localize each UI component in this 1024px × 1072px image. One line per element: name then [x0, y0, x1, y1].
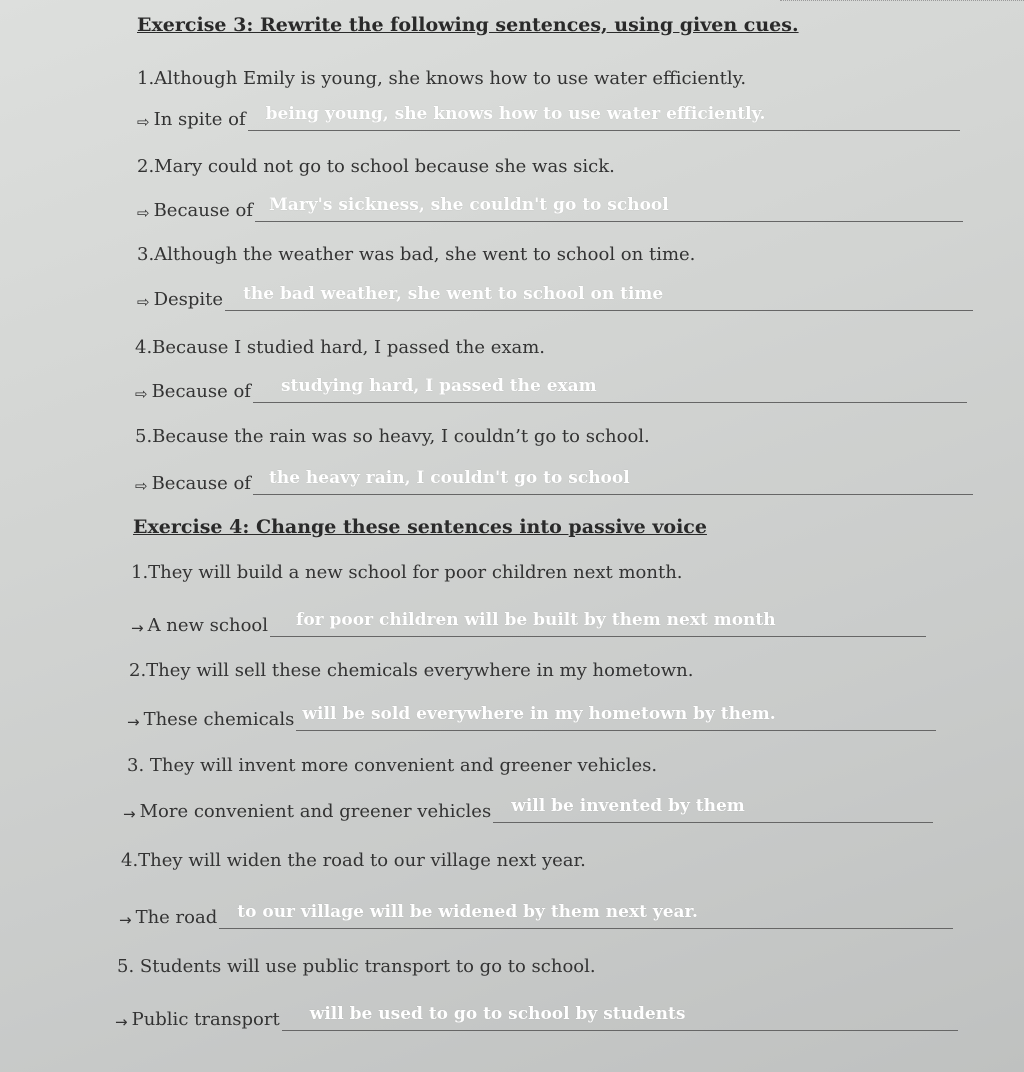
ex3-answer-3: the bad weather, she went to school on time [243, 284, 664, 304]
ex3-answer-row-4 [135, 376, 967, 403]
ex3-prefix-4: Because of [151, 381, 251, 402]
ex3-answer-row-2 [137, 195, 963, 222]
arrow-icon: ⇨ [135, 477, 148, 495]
ex3-answer-4: studying hard, I passed the exam [280, 376, 597, 396]
arrow-icon: → [131, 619, 144, 637]
ex4-prefix-5: Public transport [131, 1009, 280, 1030]
ex3-prefix-3: Despite [153, 289, 224, 310]
ex4-answer-line-3[interactable] [493, 796, 933, 823]
arrow-icon: ⇨ [137, 204, 150, 222]
ex3-question-3: 3.Although the weather was bad, she went to school on time. [137, 244, 696, 265]
ex4-question-1: 1.They will build a new school for poor children next month. [131, 562, 683, 583]
ex4-answer-line-1[interactable] [270, 610, 926, 637]
ex4-prefix-1: A new school [147, 615, 269, 636]
ex3-answer-row-5 [135, 468, 973, 495]
ex4-answer-4: to our village will be widened by them next year. [237, 902, 698, 922]
exercise-3-title: Exercise 3: Rewrite the following sentences, using given cues. [137, 14, 799, 36]
ex4-prefix-2: These chemicals [143, 709, 295, 730]
ex3-answer-5: the heavy rain, I couldn't go to school [268, 468, 630, 488]
ex4-answer-row-5 [115, 1004, 958, 1031]
ex4-answer-row-3 [123, 796, 933, 823]
ex3-answer-row-3 [137, 284, 973, 311]
ex4-answer-line-5[interactable] [282, 1004, 958, 1031]
arrow-icon: → [119, 911, 132, 929]
ex4-question-5: 5. Students will use public transport to go to school. [117, 956, 596, 977]
ex4-answer-row-1 [131, 610, 926, 637]
ex3-answer-line-4[interactable] [253, 376, 967, 403]
ex4-prefix-3: More convenient and greener vehicles [139, 801, 492, 822]
exercise-4-title: Exercise 4: Change these sentences into passive voice [133, 516, 707, 538]
ex4-answer-1: for poor children will be built by them next month [296, 610, 776, 630]
ex4-answer-line-2[interactable] [296, 704, 936, 731]
ex3-question-4: 4.Because I studied hard, I passed the exam. [135, 337, 546, 358]
ex3-question-1: 1.Although Emily is young, she knows how to use water efficiently. [137, 68, 747, 89]
arrow-icon: → [127, 713, 140, 731]
ex3-prefix-5: Because of [151, 473, 251, 494]
ex4-prefix-4: The road [135, 907, 218, 928]
arrow-icon: ⇨ [137, 293, 150, 311]
ex3-answer-line-3[interactable] [225, 284, 973, 311]
ex4-question-2: 2.They will sell these chemicals everywhere in my hometown. [129, 660, 694, 681]
arrow-icon: → [115, 1013, 128, 1031]
ex3-prefix-2: Because of [153, 200, 253, 221]
ex3-answer-1: being young, she knows how to use water efficiently. [265, 104, 766, 124]
arrow-icon: → [123, 805, 136, 823]
ex4-answer-2: will be sold everywhere in my hometown by them. [302, 704, 776, 724]
ex3-prefix-1: In spite of [153, 109, 246, 130]
ex3-answer-line-1[interactable] [248, 104, 960, 131]
ex4-question-4: 4.They will widen the road to our village next year. [121, 850, 586, 871]
arrow-icon: ⇨ [137, 113, 150, 131]
ex4-answer-5: will be used to go to school by students [309, 1004, 686, 1024]
ex3-answer-line-2[interactable] [255, 195, 963, 222]
ex3-question-5: 5.Because the rain was so heavy, I couldn’t go to school. [135, 426, 650, 447]
ex4-answer-3: will be invented by them [511, 796, 745, 816]
arrow-icon: ⇨ [135, 385, 148, 403]
ex4-answer-row-2 [127, 704, 936, 731]
ex3-answer-line-5[interactable] [253, 468, 973, 495]
ex4-answer-row-4 [119, 902, 953, 929]
ex3-answer-2: Mary's sickness, she couldn't go to school [268, 195, 669, 215]
ex3-question-2: 2.Mary could not go to school because she was sick. [137, 156, 615, 177]
ex3-answer-row-1 [137, 104, 960, 131]
ex4-question-3: 3. They will invent more convenient and greener vehicles. [127, 755, 658, 776]
ex4-answer-line-4[interactable] [219, 902, 953, 929]
page-edge-dots [780, 0, 1024, 3]
